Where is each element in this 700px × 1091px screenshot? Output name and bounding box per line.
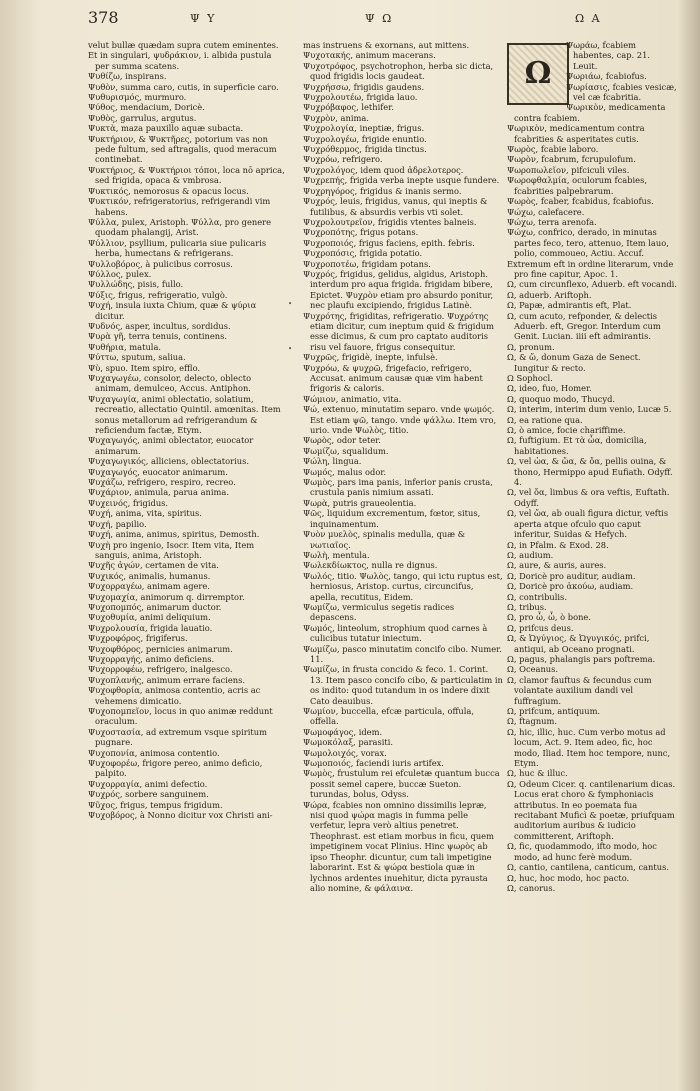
dictionary-entry: Ψυχάζω, refrigero, respiro, recreo.: [88, 477, 236, 488]
dictionary-entry: Ψυχρεπής, frigida verba inepte usque fundere.: [303, 175, 500, 186]
dictionary-entry: Ψυθήρια, matula.: [88, 341, 162, 352]
dictionary-entry: Ψυχρολογέω, frigide enuntio.: [303, 133, 427, 144]
dictionary-entry: Ψυχοστασία, ad extremum vsque spiritum pugnare.: [88, 726, 267, 748]
dictionary-entry: Ψωμολοιχός, vorax.: [303, 747, 387, 758]
dictionary-entry: Ω, Doricè pro ἀκούω, audiam.: [507, 581, 634, 592]
dictionary-entry: Ψύθος, mendacium, Doricè.: [88, 102, 205, 113]
dictionary-entry: Ω, cantio, cantilena, canticum, cantus.: [507, 862, 669, 873]
dictionary-entry: Ψυχή, anima, animus, spiritus, Demosth.: [88, 529, 260, 540]
dictionary-entry: Ψώχω, confrico, derado, in minutas partes feco, tero, attenuo, Item lauo, polio, commoueo, Actiu. Accuf.: [507, 227, 669, 259]
dictionary-entry: mas instruens & exornans, aut mittens.: [303, 40, 470, 50]
dictionary-entry: Ω, canorus.: [507, 882, 556, 893]
dictionary-entry: Ψυθυρισμός, murmuro.: [88, 92, 187, 103]
dictionary-entry: Ψυχάριον, animula, parua anima.: [88, 487, 229, 498]
dictionary-entry: Ψυχοτρόφος, psychotrophon, herba sic dicta, quod frigidis locis gaudeat.: [303, 60, 494, 82]
dictionary-entry: Ψυλλώδης, pisis, fullo.: [88, 279, 184, 290]
dictionary-entry: Ω, pro ὦ, ὦ, ò bone.: [507, 612, 591, 623]
dictionary-entry: Ψώλη, lingua.: [303, 456, 362, 467]
dictionary-entry: Ω, ea ratione qua.: [507, 414, 583, 425]
dictionary-entry: Ψύξις, frigus, refrigeratio, vulgò.: [88, 289, 228, 300]
dictionary-entry: Ψυχή, anima, vita, spiritus.: [88, 508, 202, 519]
margin-mark: •: [288, 300, 293, 308]
dictionary-entry: Ψυχρόω, & ψυχρῶ, frigefacio, refrigero, Accusat. animum causæ quæ vim habent frigoris & caloris.: [303, 362, 483, 394]
dictionary-entry: Ψυκτὰ, maza pauxillo aquæ subacta.: [88, 123, 244, 134]
dictionary-entry: Ω, vel ὤα, ab ouali figura dictur, veftis aperta atque ofculo quo caput inferitur, Suidas & Hefych.: [507, 508, 669, 540]
dictionary-entry: Ω, Papæ, admirantis eft, Plat.: [507, 300, 632, 311]
dictionary-entry: Ω, fuftigium. Et τὰ ὦα, domicilia, habitationes.: [507, 435, 647, 456]
dictionary-entry: Ψωλὴ, mentula.: [303, 549, 370, 560]
dictionary-entry: Ψυχρός, leuis, frigidus, vanus, qui ineptis & futilibus, & absurdis verbis vti solet.: [303, 196, 488, 217]
dictionary-entry: Ψυχαγωγία, animi oblectatio, solatium, recreatio, allectatio Quintil. amœnitas. Item sonus metallorum ad refrigerandum & reficiendum factæ, Etym.: [88, 393, 281, 436]
dictionary-entry: Ψυχοφθόρος, pernicies animarum.: [88, 643, 233, 654]
column-middle: [303, 40, 503, 893]
dictionary-entry: Ω, vel ὄα, limbus & ora veftis, Euftath. Odyff.: [507, 487, 670, 508]
dictionary-entry: Ψωμίζω, squalidum.: [303, 445, 389, 456]
dictionary-entry: Ψωρίασις, fcabies vesicæ, vel cæ fcabritia.: [566, 81, 677, 103]
dictionary-entry: Ψυκτικόν, refrigeratorius, refrigerandi vim habens.: [88, 196, 271, 217]
margin-mark: •: [288, 345, 293, 353]
dictionary-entry: Ω, in Pfalm. & Exod. 28.: [507, 539, 609, 550]
dictionary-entry: Ψύλλα, pulex, Aristoph. Ψύλλα, pro genere quodam phalangij, Arist.: [88, 216, 271, 238]
dictionary-entry: Ω, pronum.: [507, 341, 555, 352]
dictionary-entry: Ψυλλοβόρος, à pulicibus corrosus.: [88, 258, 233, 269]
dictionary-entry: Ψὺ, spuo. Item spiro, efflo.: [88, 362, 201, 373]
dictionary-entry: Ψυχρολόγος, idem quod ἀδρελοτερος.: [303, 164, 464, 175]
dictionary-entry: Ω, audium.: [507, 549, 554, 560]
dictionary-entry: Ψυχρολογία, ineptiæ, frigus.: [303, 123, 425, 134]
dictionary-entry: Ω, ideo, fuo, Homer.: [507, 383, 592, 394]
dictionary-entry: Ω, prifcum, antiquum.: [507, 706, 601, 716]
dictionary-entry: Ω, prifcus deus.: [507, 622, 574, 633]
dictionary-entry: Ψυχὴ pro ingenio, Isocr. Item vita, Item sanguis, anima, Aristoph.: [88, 539, 255, 560]
dictionary-entry: Ψυχρός, sorbere sanguinem.: [88, 789, 209, 800]
dictionary-entry: Ψυχρολουσία, frigida lauatio.: [88, 622, 213, 633]
dictionary-entry: Ψυχρός, frigidus, gelidus, algidus, Aristoph. interdum pro aqua frigida. frigidam bibere, Epictet. Ψυχρὸν etiam pro absurdo ponitur, nec plaufu excipiendo, frigidus Latinè.: [303, 268, 494, 311]
dictionary-entry: Ω, fic, quodammodo, ifto modo, hoc modo, ad hunc ferè modum.: [507, 841, 657, 862]
dictionary-entry: Ψωλεκδίωκτος, nulla re dignus.: [303, 560, 438, 571]
page-number: 378: [88, 8, 119, 27]
dictionary-entry: Ψωμίζω, vermiculus segetis radices depascens.: [303, 601, 455, 623]
dictionary-entry: Ψυχορραγία, animi defectio.: [88, 778, 208, 789]
dictionary-entry: Ψυχρολουτρεῖον, frigidis vtentes balneis.: [303, 216, 477, 227]
dictionary-entry: Ψυχρηγόρος, frigidus & inanis sermo.: [303, 185, 462, 196]
dictionary-entry: Ψυθὸν, summa caro, cutis, in superficie caro.: [88, 81, 279, 92]
dictionary-entry: Ψυθὸς, garrulus, argutus.: [88, 112, 197, 123]
dictionary-entry: Ψωμοποιός, faciendi iuris artifex.: [303, 758, 444, 769]
dictionary-entry: Ψυρὰ γῆ, terra tenuis, continens.: [88, 331, 227, 342]
header-right-letters: Ω Α: [575, 12, 602, 25]
dictionary-entry: Ψυχροπόσις, frigida potatio.: [303, 248, 423, 259]
dictionary-entry: Ψωμὸς, pars ima panis, inferior panis crusta, crustula panis nimium assati.: [303, 477, 493, 498]
dictionary-entry: Ψωρὸν, fcabrum, fcrupulofum.: [507, 154, 636, 165]
header-left-letters: Ψ Υ: [190, 12, 217, 25]
dictionary-entry: Ψυκτήριος, & Ψυκτήριοι τόποι, loca nō aprica, sed frigida, opaca & vmbrosa.: [88, 164, 285, 186]
dictionary-entry: Ω, Odeum Cicer. q. cantilenarium dicas. Locus erat choro & fymphoniacis attributus. In eo poemata fua recitabant Muficì & poetæ, priufquam auditorium auribus & iudicio committerent, Ariftoph.: [507, 778, 676, 841]
dictionary-entry: Ω, huc & illuc.: [507, 768, 568, 779]
dictionary-entry: Ψῦχος, frigus, tempus frigidum.: [88, 799, 223, 810]
dictionary-entry: Ω, cum circunflexo, Aduerb. eft vocandi.: [507, 279, 677, 290]
dictionary-entry: Ψυχοτακής, animum macerans.: [303, 50, 436, 61]
dictionary-entry: Ψώ, extenuo, minutatim separo. vnde ψωμός. Est etiam ψῶ, tango. vnde ψάλλω. Item vro, urio. vnde Ψωλὸς, titio.: [303, 404, 497, 436]
dictionary-entry: Ψυχροποτέω, frigidam potans.: [303, 258, 431, 269]
dictionary-entry: Ψυχοπομπός, animarum ductor.: [88, 601, 222, 612]
dictionary-entry: Ψυχροφόρος, frigiferus.: [88, 633, 188, 644]
dictionary-entry: Ψωλός, titio. Ψωλὸς, tango, qui ictu ruptus est, herniosus, Aristop. curtus, circuncifus, apella, recutitus, Eidem.: [303, 570, 503, 602]
dictionary-entry: Ψυχοπονία, animosa contentio.: [88, 747, 220, 758]
dictionary-entry: Ψωροφθαλμία, oculorum fcabies, fcabrities palpebrarum.: [507, 175, 647, 196]
dictionary-entry: Ψυχαγωγός, euocator animarum.: [88, 466, 228, 477]
dictionary-entry: Ω, tribus.: [507, 601, 547, 612]
dictionary-entry: Ψωμός, malus odor.: [303, 466, 387, 477]
dictionary-entry: Ψωμός, linteolum, strophium quod carnes à culicibus tutatur iniectum.: [303, 622, 488, 644]
dictionary-entry: Ω, Doricè pro auditur, audiam.: [507, 570, 636, 581]
dictionary-entry: Ψυκτικός, nemorosus & opacus locus.: [88, 185, 249, 196]
running-header: [0, 6, 700, 36]
dictionary-entry: Ψυχή, insula iuxta Chium, quæ & ψύρια dicitur.: [88, 300, 257, 321]
dictionary-entry: Ψυχοθυμία, animi deliquium.: [88, 612, 211, 623]
dictionary-entry: Ψυχοπλανής, animum errare faciens.: [88, 674, 246, 685]
dictionary-entry: Ψυχροποιός, frigus faciens, epith. febris.: [303, 237, 475, 248]
dictionary-entry: Ψυχεινός, frigidus.: [88, 497, 169, 508]
dictionary-entry: Ψῶς, liquidum excrementum, fœtor, situs, inquinamentum.: [303, 508, 481, 529]
dictionary-entry: Ψυχρόβαφος, lethifer.: [303, 102, 394, 113]
dictionary-entry: Ψωμὸς, frustulum rei efculetæ quantum bucca possit semel capere, buccæ Sueton. turundas, bolus, Odyss.: [303, 768, 500, 800]
dictionary-entry: Extremum eft in ordine literarum, vnde pro fine capitur, Apoc. 1.: [507, 258, 674, 279]
dictionary-entry: Ψυχαγωγός, animi oblectator, euocator animarum.: [88, 435, 254, 456]
dictionary-entry: Et in singulari, ψυδράκιον, i. albida pustula per summa scatens.: [88, 50, 272, 71]
dictionary-entry: Ψωμίζω, pasco minutatim concifo cibo. Numer. 11.: [303, 643, 502, 664]
dictionary-entry: Ω, pagus, phalangis pars poftrema.: [507, 653, 656, 664]
dictionary-entry: Ψυχή, papilio.: [88, 518, 147, 529]
dictionary-entry: Ω, hic, illic, huc. Cum verbo motus ad locum, Act. 9. Item adeo, fic, hoc modo, Iliad. Item hoc tempore, nunc, Etym.: [507, 726, 671, 769]
dictionary-entry: Ψωμίον, buccella, efcæ particula, offula, offella.: [303, 706, 474, 727]
dictionary-entry: Ψωρὸς, fcabie laboro.: [507, 144, 599, 155]
dictionary-entry: Ψωρὸς, fcaber, fcabidus, fcabiofus.: [507, 196, 654, 207]
dictionary-entry: Ψωμοφάγος, idem.: [303, 726, 383, 737]
dictionary-entry: Ψωρὰ, putris graueolentia.: [303, 497, 417, 508]
dictionary-entry: Ψυχορραγέω, animam agere.: [88, 581, 210, 592]
dictionary-entry: Ω, ftagnum.: [507, 716, 558, 727]
dictionary-entry: Ψυδνός, asper, incultus, sordidus.: [88, 320, 231, 331]
dictionary-entry: Ψωρὸς, odor teter.: [303, 435, 381, 446]
dictionary-entry: Ω, interim, interim dum venio, Lucæ 5.: [507, 404, 672, 415]
dictionary-entry: Ψωροπωλεῖον, pifciculi viles.: [507, 164, 630, 175]
dictionary-entry: Ψωμίζω, in frusta concido & feco. 1. Corint. 13. Item pasco concifo cibo, & particulatim in os indito: quod tutandum in os indere dixit Cato deauibus.: [303, 664, 503, 706]
dictionary-entry: Ψυχοφορέω, frigore pereo, animo deficio, palpito.: [88, 758, 263, 779]
dictionary-entry: Ψυχρὸν, anima.: [303, 112, 369, 123]
dictionary-entry: Ψυχρολουτέω, frigida lauo.: [303, 92, 418, 103]
dictionary-entry: Ψυθίζω, inspirans.: [88, 71, 167, 82]
dictionary-entry: Ψυκτήριον, & Ψυκτῆρες, potorium vas non pede fultum, sed aftragalis, quod meracum continebat.: [88, 133, 277, 165]
dictionary-entry: Ψυχορραγής, animo deficiens.: [88, 653, 215, 664]
dictionary-entry: Ψύλλος, pulex.: [88, 268, 152, 279]
dictionary-entry: Ψυχρήσσω, frigidis gaudens.: [303, 81, 425, 92]
dictionary-entry: Ψώμιον, animatio, vita.: [303, 393, 402, 404]
dictionary-entry: Ω, clamor fauftus & fecundus cum volantate auxilium dandi vel fuffragium.: [507, 674, 652, 706]
dictionary-entry: Ψωράω, fcabiem habentes, cap. 21. Leuit.: [566, 40, 651, 71]
dictionary-entry: Ω, Oceanus.: [507, 664, 559, 675]
dictionary-entry: Ω, ò amice, focie chariffime.: [507, 425, 626, 436]
dictionary-entry: Ψυχορροφέω, refrigero, inalgesco.: [88, 664, 233, 675]
dictionary-entry: Ψυχροπότης, frigus potans.: [303, 227, 419, 238]
column-right: [507, 40, 677, 893]
dictionary-entry: Ω, & Ὠγύγιος, & Ὠγυγικός, prifci, antiqui, ab Oceano prognati.: [507, 633, 650, 654]
dictionary-entry: Ψώχω, calefacere.: [507, 206, 585, 217]
dictionary-entry: Ω, quoquo modo, Thucyd.: [507, 393, 616, 404]
column-left: [88, 40, 288, 820]
dictionary-entry: Ψυχικός, animalis, humanus.: [88, 570, 211, 581]
dictionary-entry: Ω, aduerb. Ariftoph.: [507, 289, 592, 300]
dictionary-entry: Ψύλλιον, psyllium, pulicaria siue pulicaris herba, humectans & refrigerans.: [88, 237, 267, 259]
dictionary-entry: Ψύττω, sputum, saliua.: [88, 352, 186, 363]
dictionary-entry: Ψωρικὸν, medicamenta contra fcabiem.: [514, 102, 666, 123]
dictionary-entry: Ψυχρόθερμος, frigida tinctus.: [303, 144, 427, 155]
dictionary-entry: Ω, vel ὠα, & ὤα, & ὄα, pellis ouina, & thono, Hermippo apud Eufiath. Odyff. 4.: [507, 456, 673, 488]
dictionary-entry: Ω, contribulis.: [507, 591, 567, 602]
dictionary-entry: Ψυχῆς ἀγών, certamen de vita.: [88, 560, 219, 571]
dictionary-entry: Ψωριάω, fcabiofus.: [566, 71, 647, 82]
dictionary-entry: Ω, & ὤ, donum Gaza de Senect. Iungitur & recto.: [507, 352, 641, 373]
dictionary-entry: velut bullæ quædam supra cutem eminentes.: [88, 40, 279, 50]
dictionary-entry: Ψυχοπομπεῖον, locus in quo animæ reddunt oraculum.: [88, 706, 273, 727]
dictionary-entry: Ψυχρότης, frigiditas, refrigeratio. Ψυχρότης etiam dicitur, cum ineptum quid & frigidum esse dicimus, & cum pro captato auditoris risu vel fauore, frigus consequitur.: [303, 310, 494, 352]
decorated-initial-omega: Ω: [507, 43, 569, 105]
dictionary-entry: Ψώχω, terra arenofa.: [507, 216, 597, 227]
dictionary-entry: Ψυὸν μυελὸς, spinalis medulla, quæ & νωτιαῖος.: [303, 529, 466, 550]
dictionary-entry: Ψυχομαχία, animorum q. dirremptor.: [88, 591, 245, 602]
dictionary-entry: Ψωρικὸν, medicamentum contra fcabrities & asperitates cutis.: [507, 123, 645, 144]
dictionary-entry: Ψυχρῶς, frigidè, inepte, infulsè.: [303, 352, 438, 363]
dictionary-entry: Ψυχαγωγικός, alliciens, oblectatorius.: [88, 456, 249, 467]
dictionary-entry: Ω, huc, hoc modo, hoc pacto.: [507, 872, 630, 883]
dictionary-entry: Ψυχοβόρος, à Nonno dicitur vox Christi ani-: [88, 810, 273, 821]
dictionary-entry: Ω, aure, & auris, aures.: [507, 560, 607, 571]
dictionary-entry: Ψυχοφθορία, animosa contentio, acris ac vehemens dimicatio.: [88, 685, 261, 706]
dictionary-entry: Ψωμοκόλαξ, parasiti.: [303, 737, 394, 748]
dictionary-entry: Ψυχρόω, refrigero.: [303, 154, 383, 165]
dictionary-entry: Ψώρα, fcabies non omnino dissimilis lepræ, nisi quod ψώρα magis in fumma pelle verfetur, lepra verò altius penetret. Theophrast. est etiam morbus in ficu, quem impetiginem vocat Plinius. Hinc ψωρὸς ab ipso Theophr. dicuntur, cum tali impetigine laborarint. Est & ψώρα bestiola quæ in lychnos ardentes inuehitur, dicta pyrausta alio nomine, & φάλαινα.: [303, 799, 494, 893]
dictionary-entry: Ω Sophocl.: [507, 373, 553, 383]
header-center-letters: Ψ Ω: [365, 12, 394, 25]
dictionary-entry: Ω, cum acuto, refponder, & delectis Aduerb. eft, Gregor. Interdum cum Genit. Lucian. iiii eft admirantis.: [507, 310, 661, 342]
dictionary-entry: Ψυχαγωγέω, consolor, delecto, oblecto animam, demulceo, Accus. Antiphon.: [88, 373, 252, 394]
